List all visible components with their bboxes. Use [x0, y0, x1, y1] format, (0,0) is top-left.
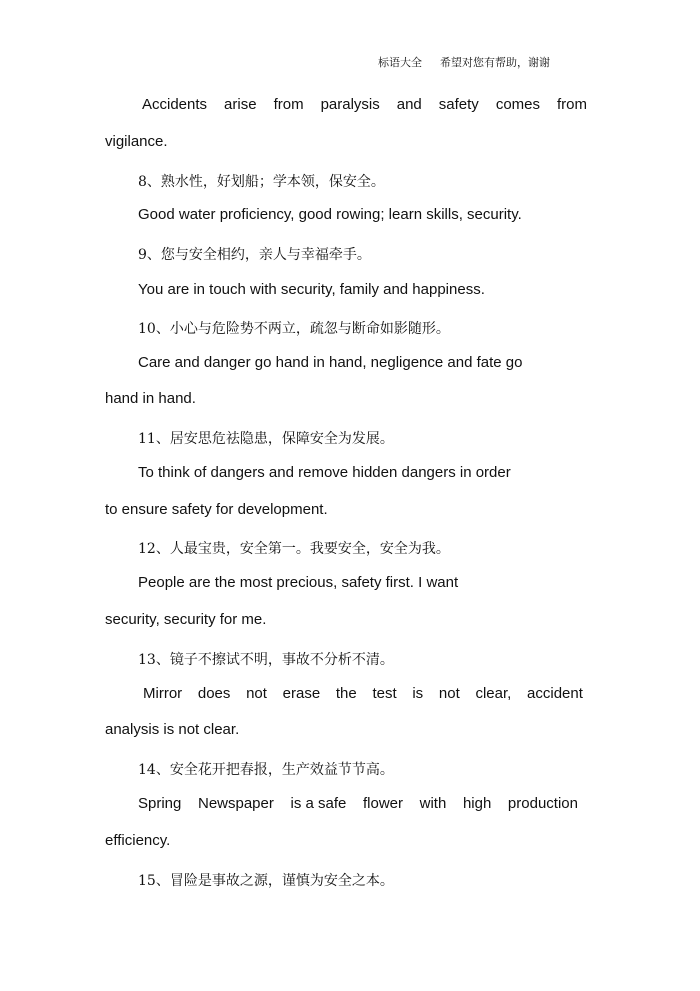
word: is — [412, 685, 424, 702]
word: Spring — [138, 795, 182, 812]
word: with — [419, 795, 447, 812]
word: Newspaper — [197, 795, 274, 812]
body-line-20: efficiency. — [105, 832, 171, 849]
word: accident — [527, 685, 583, 702]
body-line-14: security, security for me. — [105, 611, 267, 628]
body-line-21: 15、冒险是事故之源，谨慎为安全之本。 — [138, 873, 394, 889]
word: from — [273, 96, 304, 113]
page-header — [378, 54, 550, 70]
body-line-17: analysis is not clear. — [105, 721, 240, 738]
word: Mirror — [143, 685, 183, 702]
body-line-10: To think of dangers and remove hidden dangers in order — [138, 464, 511, 481]
word: from — [557, 96, 587, 113]
word: does — [197, 685, 231, 702]
body-line-2: 8、熟水性，好划船；学本领，保安全。 — [138, 174, 385, 190]
word: the — [335, 685, 357, 702]
body-line-16 — [143, 685, 583, 702]
body-line-15: 13、镜子不擦试不明，事故不分析不清。 — [138, 652, 394, 668]
word: test — [372, 685, 397, 702]
word: erase — [282, 685, 321, 702]
word: arise — [224, 96, 257, 113]
word: is a safe — [290, 795, 347, 812]
body-line-9: 11、居安思危祛隐患，保障安全为发展。 — [138, 431, 394, 447]
word: high — [462, 795, 492, 812]
body-line-6: 10、小心与危险势不两立，疏忽与断命如影随形。 — [138, 321, 450, 337]
header-right-text: 希望对您有帮助，谢谢 — [440, 56, 550, 69]
word: safety — [438, 96, 479, 113]
body-line-5: You are in touch with security, family and happiness. — [138, 281, 485, 298]
body-line-7: Care and danger go hand in hand, negligence and fate go — [138, 354, 523, 371]
word: not — [438, 685, 460, 702]
body-line-12: 12、人最宝贵，安全第一。我要安全，安全为我。 — [138, 541, 450, 557]
word: production — [507, 795, 578, 812]
word: paralysis — [320, 96, 380, 113]
body-line-1: vigilance. — [105, 133, 168, 150]
word: not — [246, 685, 267, 702]
body-line-11: to ensure safety for development. — [105, 501, 328, 518]
word: and — [396, 96, 422, 113]
body-line-0 — [142, 96, 587, 113]
body-line-18: 14、安全花开把春报，生产效益节节高。 — [138, 762, 394, 778]
body-line-3: Good water proficiency, good rowing; learn skills, security. — [138, 206, 522, 223]
body-line-4: 9、您与安全相约，亲人与幸福牵手。 — [138, 247, 371, 263]
word: flower — [362, 795, 403, 812]
word: Accidents — [142, 96, 208, 113]
header-left-text: 标语大全 — [378, 56, 422, 69]
word: clear, — [475, 685, 512, 702]
body-line-8: hand in hand. — [105, 390, 196, 407]
body-line-19 — [138, 795, 578, 812]
word: comes — [495, 96, 540, 113]
body-line-13: People are the most precious, safety first. I want — [138, 574, 459, 591]
